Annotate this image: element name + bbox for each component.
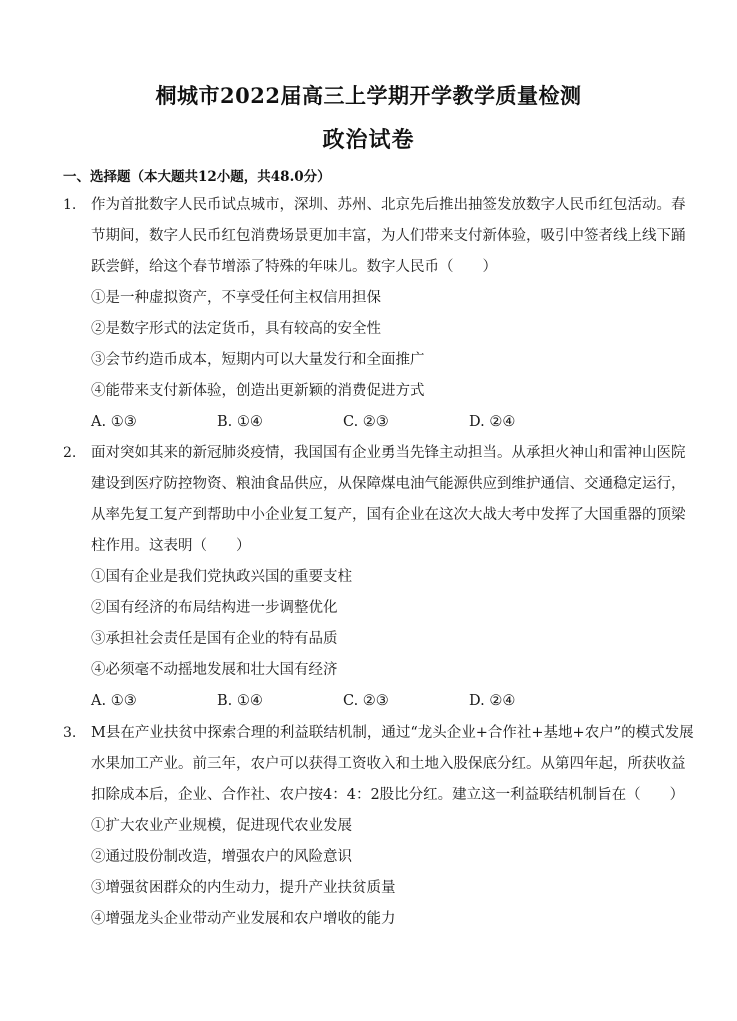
question-stem-line: 水果加工产业。前三年，农户可以获得工资收入和土地入股保底分红。从第四年起，所获收益	[91, 756, 686, 772]
statement-4: ④必须毫不动摇地发展和壮大国有经济	[91, 662, 338, 678]
statement-3: ③承担社会责任是国有企业的特有品质	[91, 631, 338, 647]
exam-title: 桐城市2022届高三上学期开学教学质量检测	[155, 83, 582, 108]
exam-subtitle: 政治试卷	[322, 127, 415, 153]
question-stem-line: 跃尝鲜，给这个春节增添了特殊的年味儿。数字人民币（ ）	[91, 259, 497, 275]
statement-2: ②是数字形式的法定货币，具有较高的安全性	[91, 321, 381, 337]
option-c: C. ②③	[343, 693, 389, 709]
option-b: B. ①④	[217, 693, 263, 709]
section-heading: 一、选择题（本大题共12小题，共48.0分）	[63, 169, 331, 185]
statement-3: ③会节约造币成本，短期内可以大量发行和全面推广	[91, 352, 425, 368]
question-stem-line: 扣除成本后，企业、合作社、农户按4：4：2股比分红。建立这一利益联结机制旨在（ ）	[91, 787, 685, 803]
option-d: D. ②④	[469, 693, 516, 709]
statement-1: ①是一种虚拟资产，不享受任何主权信用担保	[91, 290, 381, 306]
question-stem-line: 作为首批数字人民币试点城市，深圳、苏州、北京先后推出抽签发放数字人民币红包活动。春	[91, 197, 686, 213]
option-c: C. ②③	[343, 414, 389, 430]
statement-1: ①国有企业是我们党执政兴国的重要支柱	[91, 569, 352, 585]
statement-2: ②通过股份制改造，增强农户的风险意识	[91, 849, 352, 865]
question-number: 2.	[63, 445, 77, 461]
statement-3: ③增强贫困群众的内生动力，提升产业扶贫质量	[91, 880, 396, 896]
question-stem-line: M县在产业扶贫中探索合理的利益联结机制，通过“龙头企业+合作社+基地+农户”的模式发展	[91, 725, 694, 741]
option-a: A. ①③	[91, 414, 137, 430]
statement-4: ④能带来支付新体验，创造出更新颖的消费促进方式	[91, 383, 425, 399]
question-stem-line: 柱作用。这表明（ ）	[91, 538, 251, 554]
question-stem-line: 面对突如其来的新冠肺炎疫情，我国国有企业勇当先锋主动担当。从承担火神山和雷神山医院	[91, 445, 686, 461]
question-stem-line: 节期间，数字人民币红包消费场景更加丰富，为人们带来支付新体验，吸引中签者线上线下踊	[91, 228, 686, 244]
option-b: B. ①④	[217, 414, 263, 430]
statement-4: ④增强龙头企业带动产业发展和农户增收的能力	[91, 911, 396, 927]
question-stem-line: 建设到医疗防控物资、粮油食品供应，从保障煤电油气能源供应到维护通信、交通稳定运行，	[91, 476, 686, 492]
question-stem-line: 从率先复工复产到帮助中小企业复工复产，国有企业在这次大战大考中发挥了大国重器的顶梁	[91, 507, 686, 523]
question-number: 1.	[63, 197, 77, 213]
option-d: D. ②④	[469, 414, 516, 430]
question-number: 3.	[63, 725, 77, 741]
statement-1: ①扩大农业产业规模，促进现代农业发展	[91, 818, 352, 834]
statement-2: ②国有经济的布局结构进一步调整优化	[91, 600, 338, 616]
option-a: A. ①③	[91, 693, 137, 709]
